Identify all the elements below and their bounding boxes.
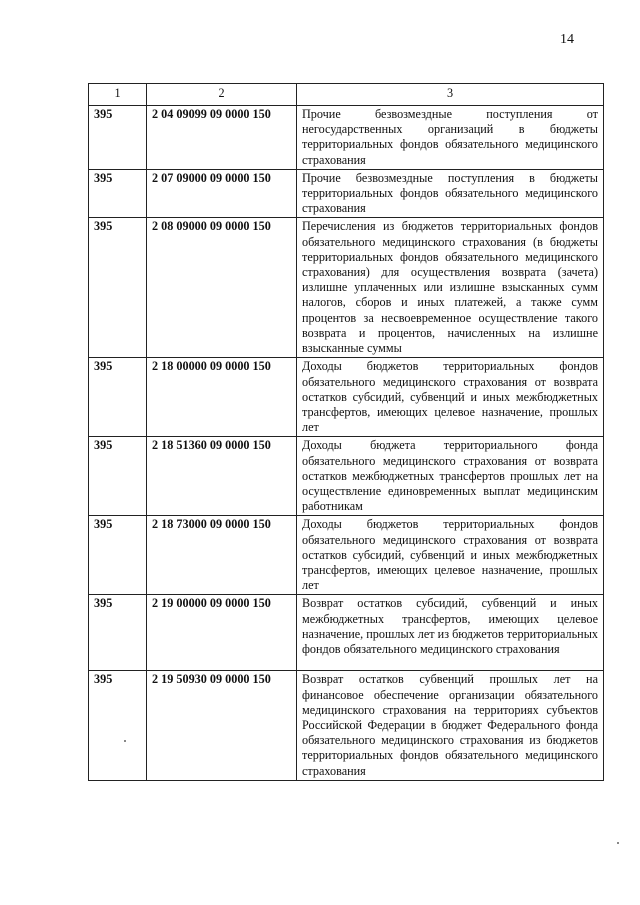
admin-code-cell: 395 [89, 169, 147, 218]
admin-code-cell: 395 [89, 437, 147, 516]
table-row [89, 595, 604, 671]
budget-code-cell: 2 19 50930 09 0000 150 [147, 671, 297, 780]
column-header-3: 3 [297, 84, 604, 106]
column-header-1: 1 [89, 84, 147, 106]
table-row [89, 169, 604, 218]
page-number: 14 [560, 32, 574, 47]
description-cell: Возврат остатков субсидий, субвенций и иных межбюджетных трансфертов, имеющих целевое назначение, прошлых лет из бюджетов территориальных фондов обязательного медицинского страхования [297, 595, 604, 671]
scan-speck [124, 740, 126, 742]
table-row [89, 437, 604, 516]
budget-code-cell: 2 18 00000 09 0000 150 [147, 358, 297, 437]
admin-code-cell: 395 [89, 595, 147, 671]
budget-code-cell: 2 04 09099 09 0000 150 [147, 106, 297, 170]
budget-code-cell: 2 18 73000 09 0000 150 [147, 516, 297, 595]
table-row [89, 106, 604, 170]
table-row [89, 516, 604, 595]
description-cell: Доходы бюджетов территориальных фондов обязательного медицинского страхования от возврата остатков субсидий, субвенций и иных межбюджетных трансфертов, имеющих целевое назначение, прошлых лет [297, 358, 604, 437]
budget-code-cell: 2 08 09000 09 0000 150 [147, 218, 297, 358]
description-cell: Доходы бюджета территориального фонда обязательного медицинского страхования от возврата остатков межбюджетных трансфертов прошлых лет на осуществление единовременных выплат медицинским работникам [297, 437, 604, 516]
description-cell: Доходы бюджетов территориальных фондов обязательного медицинского страхования от возврата остатков субсидий, субвенций и иных межбюджетных трансфертов, имеющих целевое назначение, прошлых лет [297, 516, 604, 595]
scan-speck [617, 842, 619, 844]
budget-code-cell: 2 19 00000 09 0000 150 [147, 595, 297, 671]
description-cell: Прочие безвозмездные поступления в бюджеты территориальных фондов обязательного медицинского страхования [297, 169, 604, 218]
description-cell: Возврат остатков субвенций прошлых лет на финансовое обеспечение организации обязательного медицинского страхования на территориях субъектов Российской Федерации в бюджет Федерального фонда обязательного медицинского страхования из бюджетов территориальных фондов обязательного медицинского страхования [297, 671, 604, 780]
budget-code-cell: 2 18 51360 09 0000 150 [147, 437, 297, 516]
description-cell: Прочие безвозмездные поступления от негосударственных организаций в бюджеты территориальных фондов обязательного медицинского страхования [297, 106, 604, 170]
column-header-2: 2 [147, 84, 297, 106]
budget-code-cell: 2 07 09000 09 0000 150 [147, 169, 297, 218]
description-cell: Перечисления из бюджетов территориальных фондов обязательного медицинского страхования (в бюджеты территориальных фондов обязательного медицинского страхования) для осуществления возврата (зачета) излишне уплаченных или излишне взысканных сумм налогов, сборов и иных платежей, а также сумм процентов за несвоевременное осуществление такого возврата и процентов, начисленных на излишне взысканные суммы [297, 218, 604, 358]
admin-code-cell: 395 [89, 358, 147, 437]
table-row [89, 218, 604, 358]
admin-code-cell: 395 [89, 516, 147, 595]
table-row [89, 358, 604, 437]
table-row [89, 671, 604, 780]
table-header-row [89, 84, 604, 106]
admin-code-cell: 395 [89, 106, 147, 170]
admin-code-cell: 395 [89, 671, 147, 780]
budget-codes-table [88, 83, 604, 781]
admin-code-cell: 395 [89, 218, 147, 358]
